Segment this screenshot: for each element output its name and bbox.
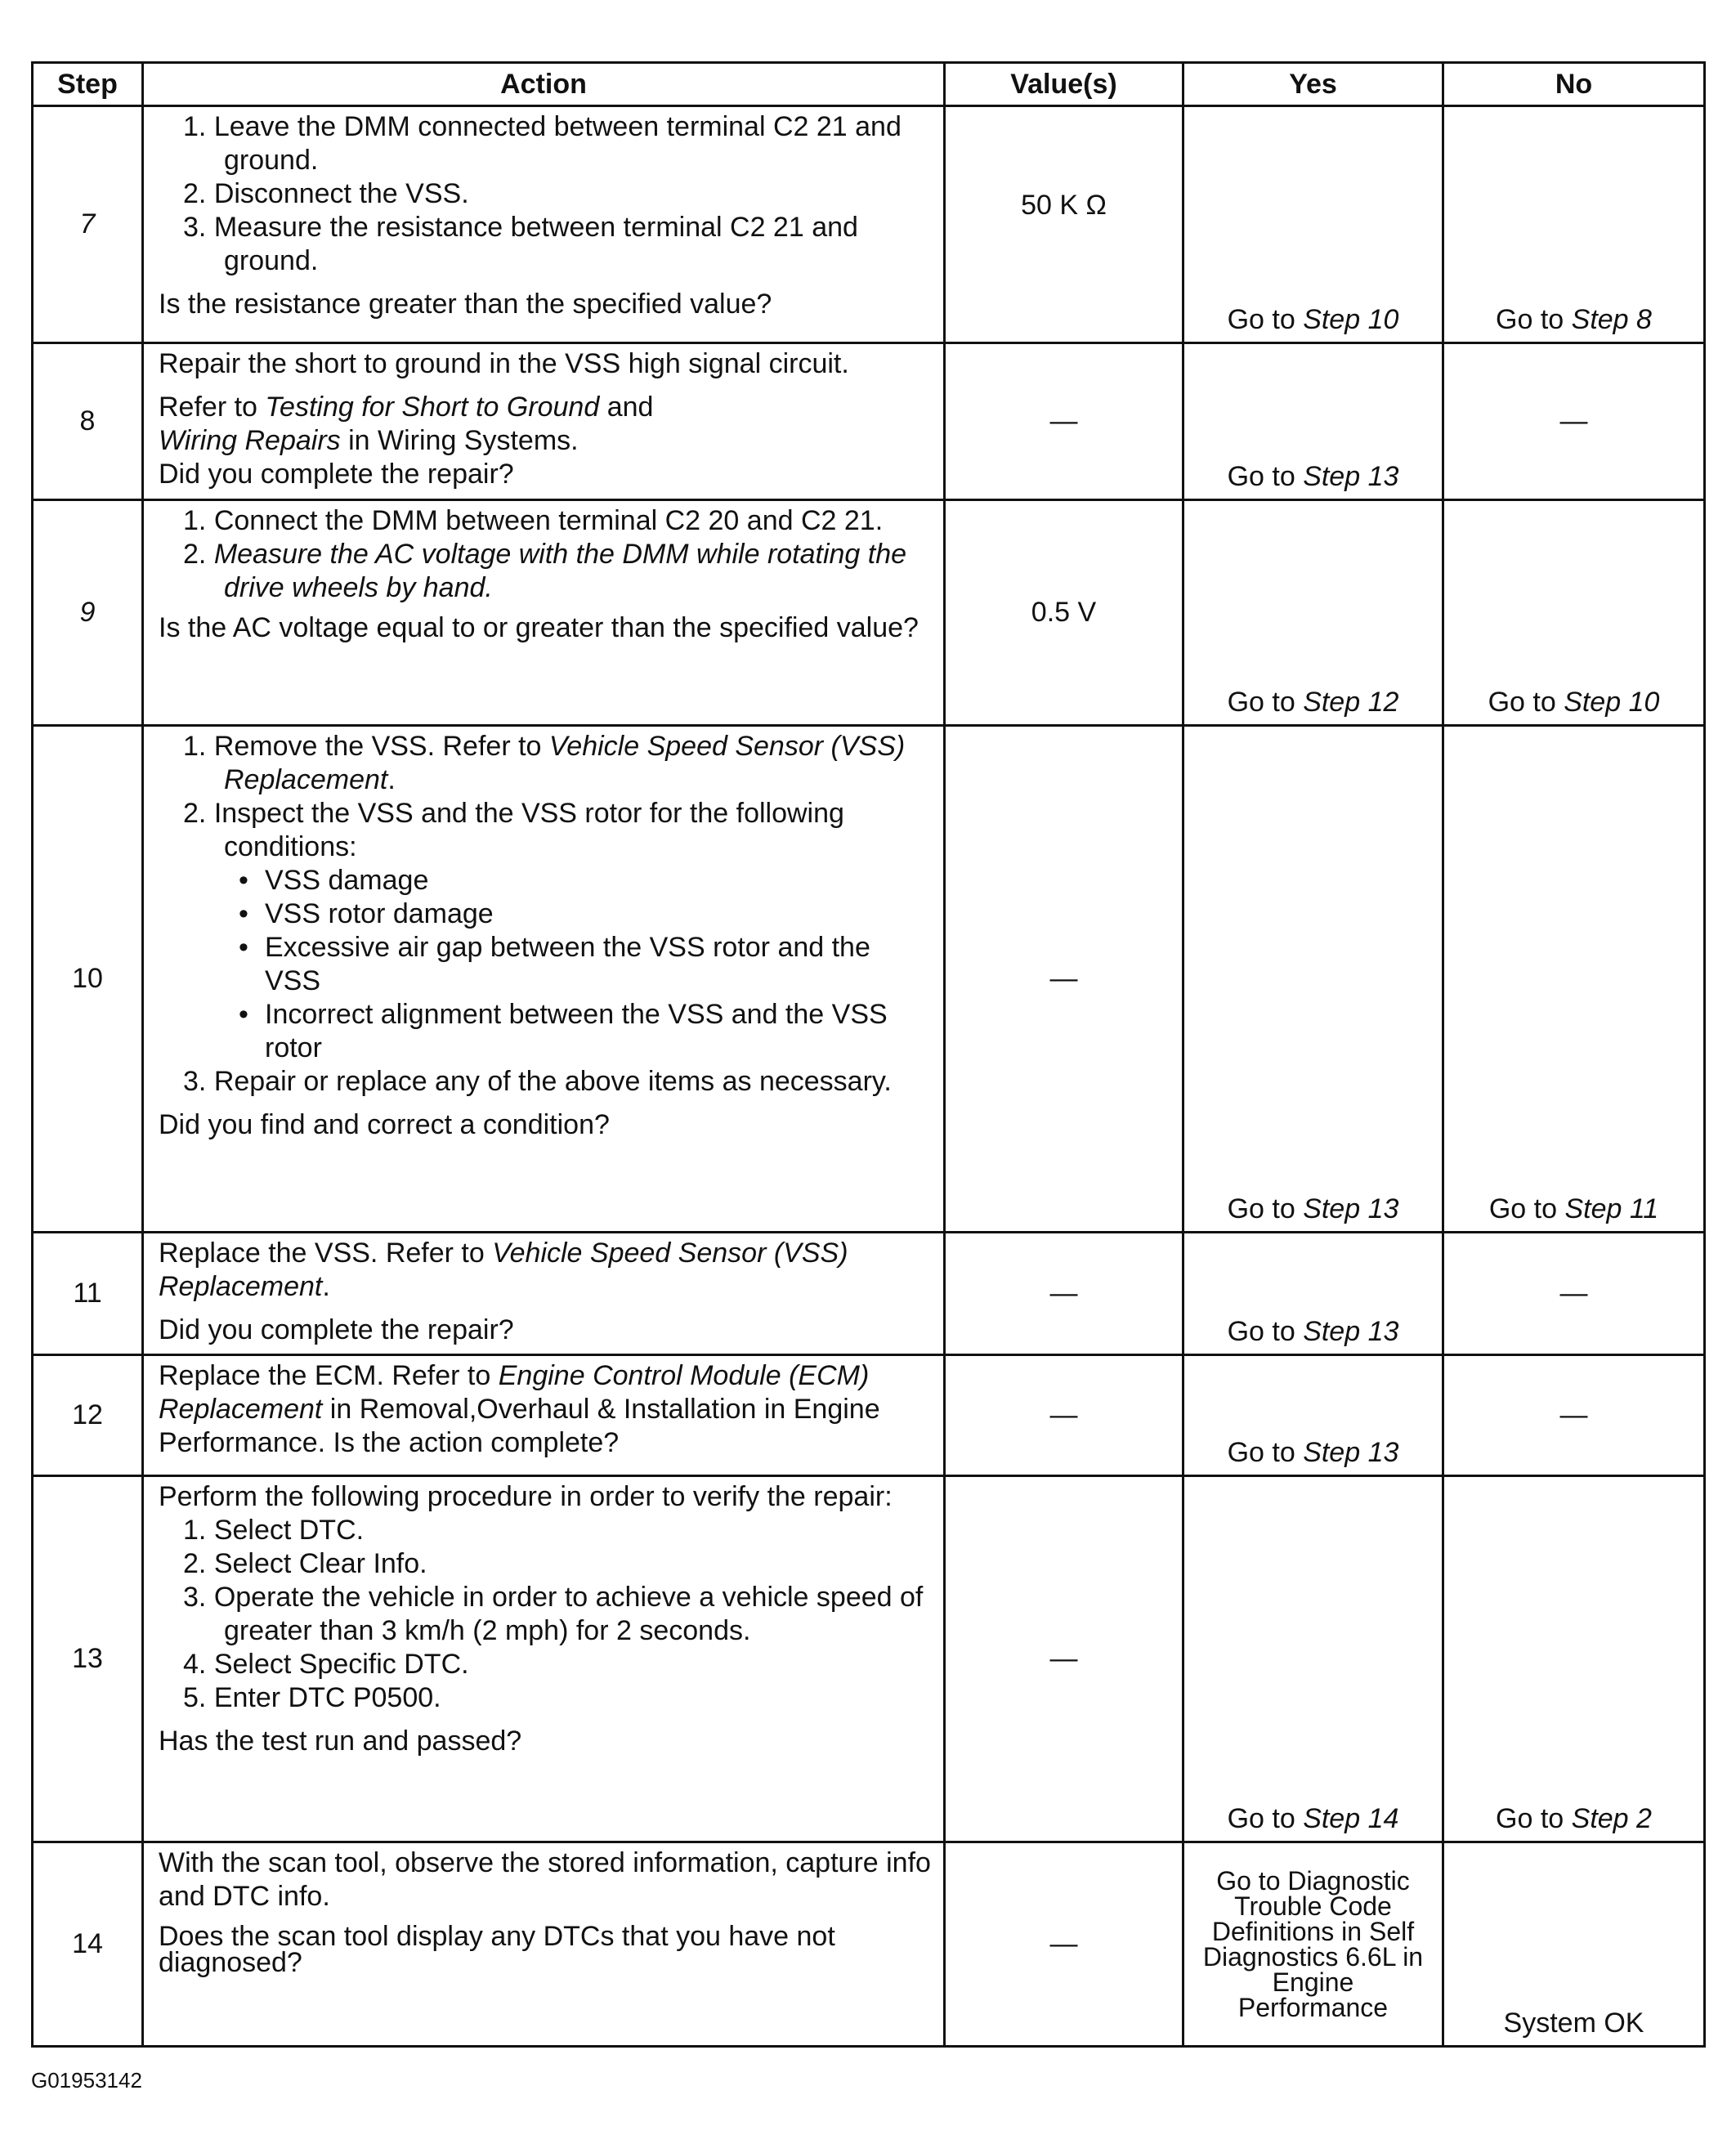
yes-cell (1183, 1842, 1443, 2047)
yes-cell (1183, 1355, 1443, 1476)
yes-cell (1183, 1476, 1443, 1842)
action-cell (143, 1355, 945, 1476)
question-text: Did you find and correct a condition? (159, 1109, 610, 1140)
header-no: No (1443, 63, 1705, 106)
action-item: 1. Remove the VSS. Refer to Vehicle Speed Sensor (VSS) Replacement. (183, 731, 906, 795)
header-values: Value(s) (945, 63, 1183, 106)
item-text: Select Specific DTC. (213, 1649, 469, 1680)
yes-cell (1183, 1233, 1443, 1355)
action-item (159, 1681, 933, 1715)
refer-text: in Removal,Overhaul & Installation in Engine Performance. Is the action complete? (159, 1394, 880, 1458)
bullet-item: • VSS rotor damage (159, 897, 933, 931)
header-step: Step (33, 63, 143, 106)
action-item (159, 177, 933, 211)
value-cell: — (945, 726, 1183, 1233)
table-header-row (33, 63, 1705, 106)
no-cell (1443, 500, 1705, 726)
item-number: 2. (183, 1548, 207, 1579)
go-prefix: Go to (1496, 1803, 1572, 1834)
step-number: 7 (33, 106, 143, 343)
refer-text: Refer to (159, 392, 266, 423)
question-text: Did you complete the repair? (159, 459, 514, 490)
table-row (33, 726, 1705, 1233)
value-cell: — (945, 1476, 1183, 1842)
action-cell (143, 1476, 945, 1842)
value-cell: — (945, 1842, 1183, 2047)
yes-target: Step 13 (1303, 1437, 1399, 1468)
action-text (159, 1359, 933, 1460)
no-cell (1443, 726, 1705, 1233)
question-text: Has the test run and passed? (159, 1726, 522, 1757)
yes-cell (1183, 106, 1443, 343)
action-item (159, 1547, 933, 1581)
action-item (159, 797, 933, 864)
item-number: 5. (183, 1682, 207, 1713)
action-text: With the scan tool, observe the stored information, capture info and DTC info. (159, 1847, 931, 1912)
action-item (159, 504, 933, 538)
no-cell: System OK (1443, 1842, 1705, 2047)
yes-target: Go to Diagnostic Trouble Code Definitions in Self Diagnostics 6.6L in Engine Performance (1202, 1865, 1424, 2022)
action-text: Perform the following procedure in order to verify the repair: (159, 1481, 893, 1512)
item-text: Remove the VSS. Refer to (213, 731, 549, 762)
item-number: 1. (183, 1515, 207, 1546)
refer-text: Replace the VSS. Refer to (159, 1238, 493, 1269)
item-number: 1. (183, 731, 207, 762)
value-cell: 50 K Ω (945, 106, 1183, 343)
action-item (159, 1581, 933, 1648)
value-cell: — (945, 343, 1183, 500)
table-row (33, 1842, 1705, 2047)
item-number: 3. (183, 212, 207, 243)
action-text: Repair the short to ground in the VSS high signal circuit. (159, 348, 849, 379)
bullet-item: • Excessive air gap between the VSS rotor and the VSS (159, 931, 933, 998)
table-row (33, 106, 1705, 343)
step-number: 11 (33, 1233, 143, 1355)
item-number: 1. (183, 111, 207, 142)
item-text: Select Clear Info. (213, 1548, 427, 1579)
yes-target: Step 12 (1303, 687, 1399, 718)
item-number: 2. (183, 798, 207, 829)
item-text: Connect the DMM between terminal C2 20 and C2 21. (213, 505, 884, 536)
refer-text: Replace the ECM. Refer to (159, 1360, 499, 1391)
go-prefix: Go to (1227, 1803, 1304, 1834)
bullet-item: • Incorrect alignment between the VSS and the VSS rotor (159, 998, 933, 1065)
action-text: Replace the VSS. Refer to Vehicle Speed Sensor (VSS) Replacement. (159, 1238, 848, 1302)
step-number: 10 (33, 726, 143, 1233)
go-prefix: Go to (1227, 1437, 1304, 1468)
go-prefix: Go to (1227, 304, 1304, 335)
go-prefix: Go to (1227, 1316, 1304, 1347)
yes-target: Step 10 (1303, 304, 1399, 335)
reference-link: Vehicle Speed Sensor (VSS) Replacement (224, 731, 906, 795)
action-cell (143, 500, 945, 726)
action-item (159, 110, 933, 177)
item-number: 1. (183, 505, 207, 536)
item-number: 2. (183, 178, 207, 209)
step-number: 12 (33, 1355, 143, 1476)
item-number: 3. (183, 1066, 207, 1097)
action-cell (143, 726, 945, 1233)
question-text: Is the AC voltage equal to or greater than the specified value? (159, 612, 919, 643)
action-cell (143, 1233, 945, 1355)
no-target: Step 10 (1564, 687, 1660, 718)
reference-link: Wiring Repairs (159, 425, 341, 456)
table-row (33, 1233, 1705, 1355)
table-row (33, 1355, 1705, 1476)
step-number: 13 (33, 1476, 143, 1842)
step-number: 14 (33, 1842, 143, 2047)
go-prefix: Go to (1488, 687, 1564, 718)
action-cell (143, 106, 945, 343)
action-cell (143, 1842, 945, 2047)
diagnostic-table (31, 61, 1706, 2048)
action-item (159, 538, 933, 605)
no-target: Step 11 (1564, 1193, 1659, 1224)
header-yes: Yes (1183, 63, 1443, 106)
step-number: 8 (33, 343, 143, 500)
refer-text: and (599, 392, 654, 423)
reference-link: Vehicle Speed Sensor (VSS) Replacement (159, 1238, 848, 1302)
item-text: Disconnect the VSS. (213, 178, 469, 209)
yes-target: Step 13 (1303, 1193, 1399, 1224)
no-target: Step 8 (1571, 304, 1652, 335)
go-prefix: Go to (1496, 304, 1572, 335)
item-number: 2. (183, 539, 207, 570)
item-text: Measure the resistance between terminal C2 21 and ground. (213, 212, 858, 276)
no-cell: — (1443, 1233, 1705, 1355)
yes-cell (1183, 726, 1443, 1233)
question-text: Did you complete the repair? (159, 1314, 514, 1345)
bullet-item: • VSS damage (159, 864, 933, 897)
action-item (159, 1514, 933, 1547)
item-text: Operate the vehicle in order to achieve a vehicle speed of greater than 3 km/h (2 mph) for 2 seconds. (213, 1582, 924, 1646)
item-text: Enter DTC P0500. (213, 1682, 441, 1713)
item-number: 3. (183, 1582, 207, 1613)
item-text: Inspect the VSS and the VSS rotor for the following conditions: (213, 798, 844, 862)
table-row (33, 500, 1705, 726)
item-text: Measure the AC voltage with the DMM while rotating the drive wheels by hand. (213, 539, 907, 603)
item-number: 4. (183, 1649, 207, 1680)
table-row (33, 343, 1705, 500)
yes-target: Step 14 (1303, 1803, 1399, 1834)
question-text: Is the resistance greater than the specified value? (159, 289, 772, 320)
value-cell: — (945, 1355, 1183, 1476)
action-item (159, 211, 933, 278)
value-cell: 0.5 V (945, 500, 1183, 726)
reference-link: Testing for Short to Ground (265, 392, 600, 423)
item-text: Repair or replace any of the above items as necessary. (213, 1066, 892, 1097)
value-cell: — (945, 1233, 1183, 1355)
item-text: Select DTC. (213, 1515, 365, 1546)
no-cell: — (1443, 343, 1705, 500)
question-text: Does the scan tool display any DTCs that you have not diagnosed? (159, 1921, 835, 1978)
action-item (159, 1648, 933, 1681)
action-item (159, 1065, 933, 1099)
item-text: Leave the DMM connected between terminal C2 21 and ground. (213, 111, 902, 176)
yes-cell (1183, 343, 1443, 500)
yes-target: Step 13 (1303, 1316, 1399, 1347)
step-number: 9 (33, 500, 143, 726)
no-cell (1443, 1476, 1705, 1842)
figure-id: G01953142 (31, 2068, 142, 2093)
go-prefix: Go to (1227, 461, 1304, 492)
refer-text: in Wiring Systems. (340, 425, 579, 456)
go-prefix: Go to (1227, 687, 1304, 718)
yes-cell (1183, 500, 1443, 726)
action-text (159, 391, 933, 458)
no-cell (1443, 106, 1705, 343)
go-prefix: Go to (1488, 1193, 1565, 1224)
no-target: Step 2 (1571, 1803, 1652, 1834)
action-cell (143, 343, 945, 500)
table-row (33, 1476, 1705, 1842)
yes-target: Step 13 (1303, 461, 1399, 492)
header-action: Action (143, 63, 945, 106)
no-cell: — (1443, 1355, 1705, 1476)
reference-link: Engine Control Module (ECM) Replacement (159, 1360, 870, 1425)
go-prefix: Go to (1227, 1193, 1304, 1224)
